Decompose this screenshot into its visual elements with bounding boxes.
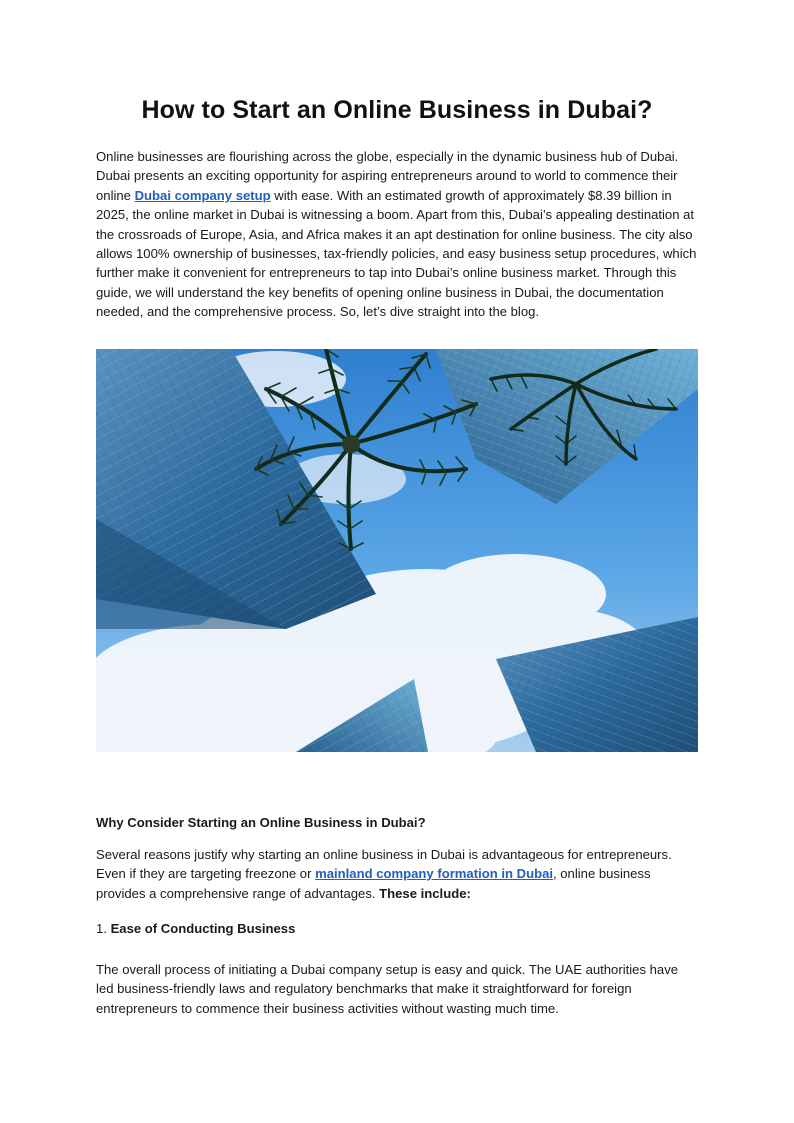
intro-text-end: with ease. With an estimated growth of approximately $8.39 billion in 2025, the online market in Dubai is witnessing a boom. Apart from this, Dubai’s appealing destination at the crossroads of Europe, Asia, and Africa makes it an apt destination for online business. The city also allows 100% ownership of businesses, tax-friendly policies, and easy business setup procedures, which further make it convenient for entrepreneurs to tap into Dubai’s online business market. Through this guide, we will understand the key benefits of opening online business in Dubai, the documentation needed, and the comprehensive process. So, let’s dive straight into the blog.	[96, 187, 697, 320]
skyscrapers-palm-photo	[96, 349, 698, 752]
dubai-company-setup-link[interactable]: Dubai company setup	[134, 187, 271, 203]
mainland-company-formation-link[interactable]: mainland company formation in Dubai	[315, 866, 553, 882]
section-heading: Why Consider Starting an Online Business in Dubai?	[96, 815, 426, 830]
list-item	[96, 921, 295, 936]
reasons-paragraph	[96, 845, 698, 903]
reasons-bold-end: These include:	[379, 885, 471, 901]
ease-paragraph: The overall process of initiating a Dubai company setup is easy and quick. The UAE authorities have led business-friendly laws and regulatory benchmarks that make it straightforward for foreign entrepreneurs to commence their business activities without wasting much time.	[96, 962, 679, 1016]
page-title: How to Start an Online Business in Dubai?	[141, 96, 653, 124]
reasons-text-start: Several reasons justify why starting an online business in Dubai is advantageous for entrepreneurs. Even if they are targeting freezone or	[96, 847, 672, 882]
intro-paragraph	[96, 147, 698, 322]
list-item-number: 1.	[96, 921, 107, 936]
list-item-title: Ease of Conducting Business	[110, 921, 296, 936]
intro-text-start: Online businesses are flourishing across the globe, especially in the dynamic business hub of Dubai. Dubai presents an exciting opportunity for aspiring entrepreneurs around to world to commence their online	[96, 149, 679, 203]
reasons-text-end: , online business provides a comprehensive range of advantages.	[96, 866, 651, 901]
